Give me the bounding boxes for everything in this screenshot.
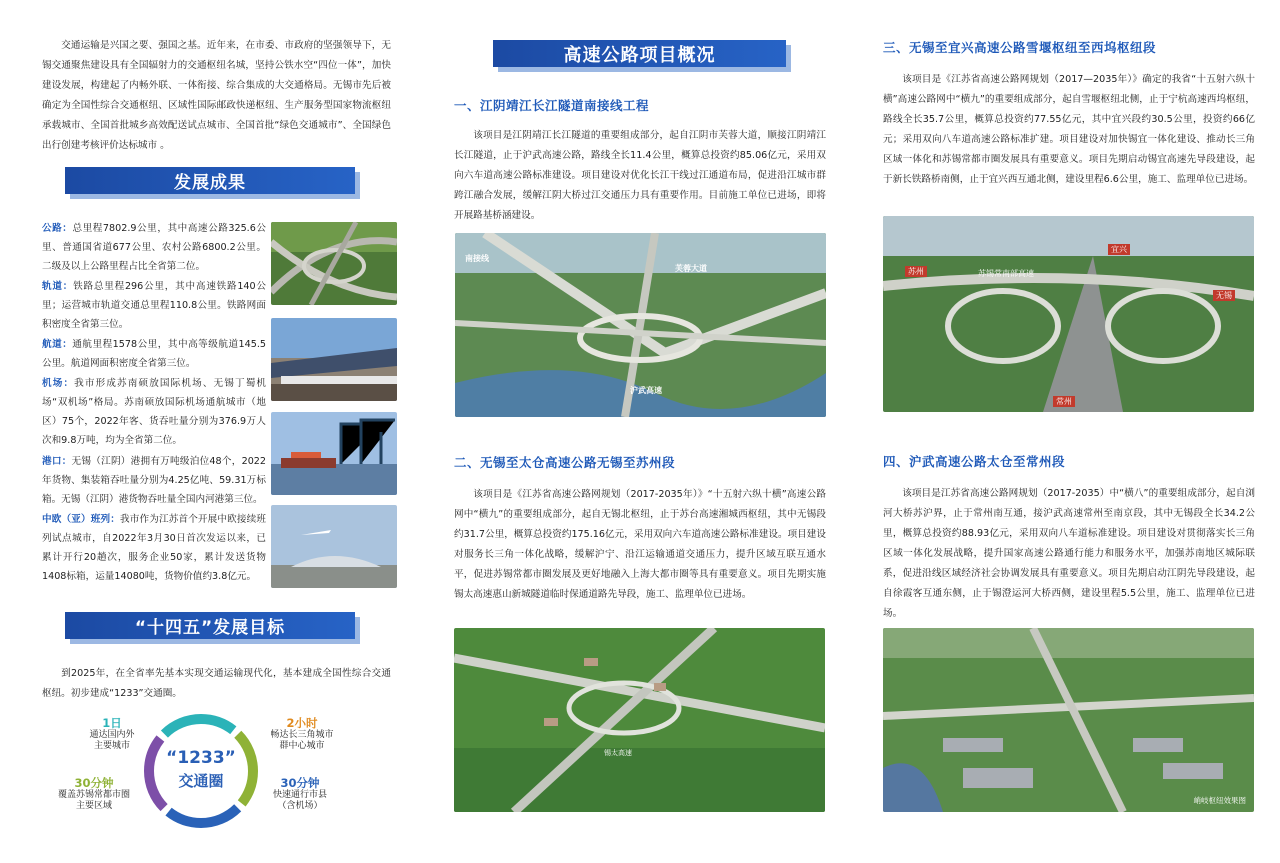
middle-column — [424, 0, 852, 863]
circle-item-desc: 主要区域 — [75, 801, 112, 811]
project-4-title: 四、沪武高速公路太仓至常州段 — [883, 454, 1066, 469]
highway-interchange-photo — [271, 222, 397, 305]
stat-china-europe-train — [42, 510, 266, 586]
project-4-rendering — [883, 628, 1254, 812]
project-3-title: 三、无锡至宜兴高速公路雪堰枢纽至西坞枢纽段 — [883, 40, 1157, 55]
goals-paragraph: 到2025年，在全省率先基本实现交通运输现代化，基本建成全国性综合交通枢纽。初步建成“1233”交通圈。 — [42, 668, 391, 699]
project-2-title: 二、无锡至太仓高速公路无锡至苏州段 — [454, 455, 676, 470]
stat-text: 总里程7802.9公里，其中高速公路325.6公里、普通国省道677公里、农村公路6800.2公里。二级及以上公路里程占比全省第二位。 — [42, 223, 266, 272]
port-cranes-photo — [271, 412, 397, 495]
circle-item-desc: 主要城市 — [93, 741, 130, 751]
stat-text: 通航里程1578公里，其中高等级航道145.5公里。航道网面积密度全省第三位。 — [42, 339, 267, 369]
stat-port — [42, 452, 266, 509]
project-1-title: 一、江阴靖江长江隧道南接线工程 — [454, 98, 650, 113]
achievements-heading: 发展成果 — [65, 167, 355, 194]
project-1-text: 该项目是江阴靖江长江隧道的重要组成部分，起自江阴市芙蓉大道，顺接江阴靖江长江隧道，止于沪武高速公路，路线全长11.4公里，概算总投资约85.06亿元，采用双向六车道高速公路标准建设。项目建设对优化长江干线过江通道布局，促进沿江城市群跨江融合发展，缓解江阴大桥过江交通压力具有重要作用。目前施工单位已进场，即将开展路基桥涵建设。 — [454, 130, 826, 221]
circle-center-number: “1233” — [166, 748, 236, 768]
projects-heading: 高速公路项目概况 — [493, 40, 786, 67]
circle-item-desc: （含机场） — [277, 801, 323, 811]
map-label: 南接线 — [465, 254, 489, 263]
stat-text: 我市形成苏南硕放国际机场、无锡丁蜀机场“双机场”格局。苏南硕放国际机场通航城市（地区）75个，2022年客、货吞吐量分别为376.9万人次和9.8万吨，均为全省第二位。 — [42, 378, 267, 446]
circle-item-value: 30分钟 — [74, 776, 114, 790]
project-2-text: 该项目是《江苏省高速公路网规划（2017-2035年）》“十五射六纵十横”高速公路网中“横九”的重要组成部分，起自无锡北枢纽，止于苏台高速湘城西枢纽，其中无锡段约31.7公里，概算总投资约175.16亿元，采用双向六车道高速公路标准建设。项目建设对服务长三角一体化战略，缓解沪宁、沿江运输通道交通压力，提升区域互联互通水平，促进苏锡常都市圈发展及更好地融入上海大都市圈等具有重要意义。项目先期实施锡太高速惠山新城隧道临时保通道路先导段，施工、监理单位已进场。 — [454, 489, 826, 600]
circle-item-30min-county — [254, 776, 346, 812]
stat-highway — [42, 219, 266, 276]
circle-item-desc: 畅达长三角城市 — [270, 730, 334, 740]
stat-airport — [42, 374, 266, 450]
rail-station-photo — [271, 318, 397, 401]
circle-item-value: 30分钟 — [280, 776, 320, 790]
project-2-rendering — [454, 628, 825, 812]
map-label: 沪武高速 — [630, 386, 662, 395]
circle-item-30min-metro — [42, 776, 146, 812]
circle-item-2hours — [256, 716, 348, 752]
project-3-text: 该项目是《江苏省高速公路网规划（2017—2035年）》确定的我省“十五射六纵十横”高速公路网中“横九”的重要组成部分，起自雪堰枢纽北侧，止于宁杭高速西坞枢纽，路线全长35.7公里，概算总投资约77.55亿元，其中宜兴段约30.5公里，投资约66亿元；采用双向八车道高速公路标准扩建。项目建设对加快锡宜一体化建设、推动长三角区域一体化和苏锡常都市圈发展具有重要意义。项目先期启动锡宜高速先导段建设，起于新长铁路桥南侧，止于宜兴西互通北侧，建设里程6.6公里，施工、监理单位已进场。 — [883, 74, 1255, 185]
stat-rail — [42, 277, 266, 334]
image-caption: 峭岐枢纽效果图 — [1193, 796, 1246, 805]
circle-item-desc: 群中心城市 — [279, 741, 325, 751]
project-1-rendering — [455, 233, 826, 417]
right-column — [852, 0, 1280, 863]
circle-center-label: 交通圈 — [178, 772, 224, 790]
circle-item-value: 2小时 — [286, 716, 318, 730]
circle-item-desc: 快速通行市县 — [272, 790, 327, 800]
map-label: 无锡 — [1213, 290, 1235, 301]
stat-label: 中欧（亚）班列： — [42, 514, 120, 525]
stat-text: 铁路总里程296公里，其中高速铁路140公里；运营城市轨道交通总里程110.8公里。铁路网面积密度全省第三位。 — [42, 281, 267, 330]
map-label: 芙蓉大道 — [675, 264, 707, 273]
left-column — [0, 0, 424, 863]
stat-label: 机场： — [42, 378, 75, 389]
circle-item-value: 1日 — [102, 716, 122, 730]
stat-label: 公路： — [42, 223, 73, 234]
stat-text: 我市作为江苏首个开展中欧接续班列试点城市，自2022年3月30日首次发运以来，已累计开行20趟次，服务企业50家，累计发送货物1408标箱，运量14080吨，货物价值约3.8亿元。 — [42, 514, 267, 582]
map-label: 苏锡常南部高速 — [978, 269, 1034, 278]
stat-waterway — [42, 335, 266, 373]
goals-heading: “十四五”发展目标 — [65, 612, 355, 639]
project-3-rendering — [883, 216, 1254, 412]
map-label: 苏州 — [905, 266, 927, 277]
project-4-text: 该项目是江苏省高速公路网规划（2017-2035）中“横八”的重要组成部分，起自浏河大桥苏沪界，止于常州南互通，接沪武高速常州至南京段，其中无锡段全长34.2公里，概算总投资约88.93亿元，采用双向八车道标准建设。项目建设对贯彻落实长三角区域一体化发展战略，提升国家高速公路通行能力和服务水平，加强苏南地区城际联系，促进沿线区域经济社会协调发展具有重要意义。项目先期启动江阴先导段建设，起自徐霞客互通东侧，止于锡澄运河大桥西侧，建设里程5.5公里，施工、监理单位已进场。 — [883, 488, 1255, 619]
stat-label: 航道： — [42, 339, 73, 350]
intro-paragraph: 交通运输是兴国之要、强国之基。近年来，在市委、市政府的坚强领导下，无锡交通聚焦建设具有全国辐射力的交通枢纽名城，坚持公铁水空“四位一体”，加快建设发展，构建起了内畅外联、一体衔接、综合集成的大交通格局。无锡市先后被确定为全国性综合交通枢纽、区域性国际邮政快递枢纽、生产服务型国家物流枢纽承载城市、全国首批城乡高效配送试点城市、全国首批“绿色交通城市”、全国绿色出行创建考核评价达标城市 。 — [42, 40, 391, 151]
circle-item-desc: 覆盖苏锡常都市圈 — [57, 790, 130, 800]
map-label: 宜兴 — [1108, 244, 1130, 255]
map-label: 锡太高速 — [604, 749, 632, 757]
stat-label: 港口： — [42, 456, 72, 467]
stat-text: 无锡（江阴）港拥有万吨级泊位48个，2022年货物、集装箱吞吐量分别为4.25亿吨、59.31万标箱。无锡（江阴）港货物吞吐量全国内河港第三位。 — [42, 456, 266, 505]
map-label: 常州 — [1053, 396, 1075, 407]
stat-label: 轨道： — [42, 281, 74, 292]
circle-item-1day — [66, 716, 158, 752]
circle-item-desc: 通达国内外 — [89, 730, 135, 740]
airport-photo — [271, 505, 397, 588]
